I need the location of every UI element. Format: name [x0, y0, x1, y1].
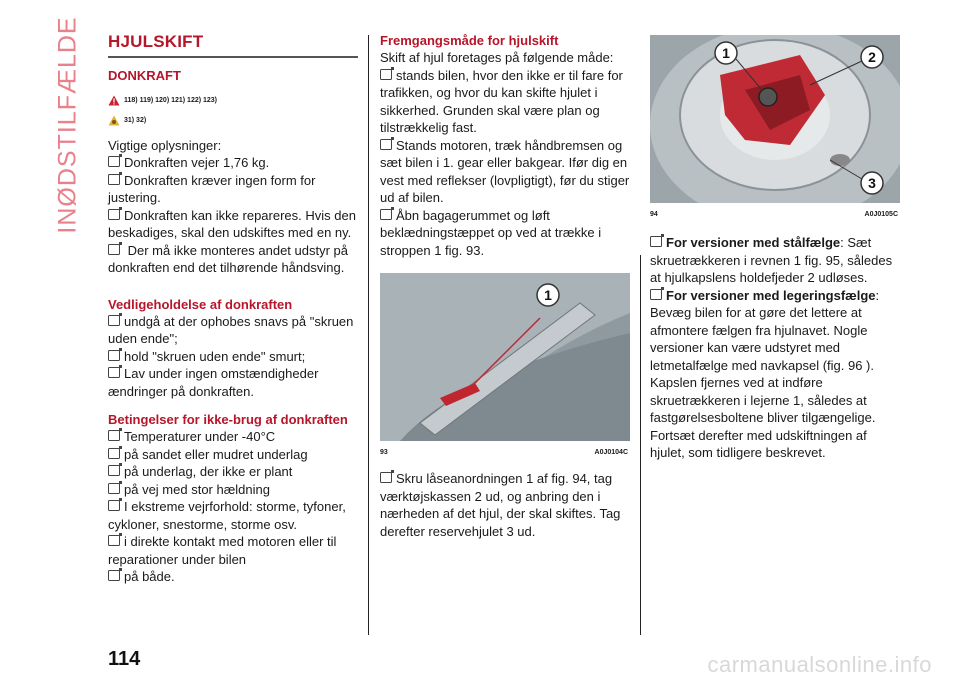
column-1 [108, 30, 358, 586]
list-item: Åbn bagagerummet og løft beklædningstæppet op ved at trække i stroppen 1 fig. 93. [380, 207, 602, 258]
list-item: Skru låseanordningen 1 af fig. 94, tag værktøjskassen 2 ud, og anbring den i nærheden af det hjul, der skal skiftes. Tag derefter reservehjulet 3 ud. [380, 471, 621, 539]
warning-refs [108, 93, 358, 109]
no-use-heading: Betingelser for ikke-brug af donkraften [108, 412, 348, 427]
checkbox-bullet-icon [108, 244, 120, 255]
list-item: Donkraften kan ikke repareres. Hvis den beskadiges, skal den udskiftes med en ny. [108, 207, 356, 240]
list-item: hold "skruen uden ende" smurt; [108, 348, 358, 366]
checkbox-bullet-icon [108, 500, 120, 511]
checkbox-bullet-icon [650, 236, 662, 247]
spacer [108, 277, 358, 297]
page-number: 114 [108, 648, 141, 670]
list-item: stands bilen, hvor den ikke er til fare for trafikken, og hvor du kan skifte hjulet i sikkerhed. Grunden skal være plan og tilstrækkelig fast. [380, 67, 623, 135]
list-item: Donkraften vejer 1,76 kg. [108, 154, 358, 172]
checkbox-bullet-icon [108, 209, 120, 220]
list-item: på sandet eller mudret underlag [108, 446, 358, 464]
caution-refs [108, 113, 358, 129]
figure-93-callout-1: 1 [544, 287, 552, 303]
list-item: I ekstreme vejrforhold: storme, tyfoner, cykloner, snestorme, storme osv. [108, 499, 346, 532]
checkbox-bullet-icon [380, 472, 392, 483]
figure-93-illustration [380, 273, 630, 441]
figure-94-number: 94 [650, 211, 658, 218]
figure-93-number: 93 [380, 449, 388, 456]
checkbox-bullet-icon [108, 483, 120, 494]
list-item: undgå at der ophobes snavs på "skruen uden ende"; [108, 313, 354, 346]
list-item: Temperaturer under -40°C [108, 428, 358, 446]
column-divider-2 [640, 255, 641, 635]
figure-93 [380, 273, 630, 441]
warning-triangle-icon [108, 95, 120, 106]
checkbox-bullet-icon [380, 139, 392, 150]
figure-94-callout-3: 3 [868, 175, 876, 191]
warning-refs-text: 118) 119) 120) 121) 122) 123) [124, 97, 218, 104]
list-item: på både. [108, 568, 358, 586]
spacer [108, 400, 358, 412]
list-item: For versioner med legeringsfælge: Bevæg bilen for at gøre det lettere at afmontere fælgen fra hjulnavet. Nogle versioner kan være udstyret med letmetalfælge med navkapsel (fig. 96 ). Kapslen fjernes ved at indføre skruetrækkeren i lejerne 1, således at fastgørelsesboltene bliver tilgængelige. Fortsæt derefter med udskiftningen af hjulet, som tidligere beskrevet. [650, 287, 880, 460]
intro-text: Vigtige oplysninger: [108, 137, 222, 153]
checkbox-bullet-icon [650, 289, 662, 300]
checkbox-bullet-icon [108, 367, 120, 378]
list-item: Donkraften kræver ingen form for justering. [108, 172, 316, 205]
chapter-side-tab-label: INØDSTILFÆLDE [53, 16, 82, 234]
section-subtitle: DONKRAFT [108, 67, 181, 83]
caution-hand-icon [108, 115, 120, 126]
figure-93-code: A0J0104C [594, 449, 628, 456]
spacer [650, 218, 900, 234]
title-rule [108, 56, 358, 58]
checkbox-bullet-icon [108, 350, 120, 361]
spacer [380, 259, 630, 273]
list-item: Der må ikke monteres andet udstyr på donkraften end det tilhørende håndsving. [108, 242, 348, 275]
chapter-side-tab [48, 16, 88, 234]
list-item: på underlag, der ikke er plant [108, 463, 358, 481]
checkbox-bullet-icon [108, 156, 120, 167]
watermark: carmanualsonline.info [707, 652, 932, 677]
figure-94-callout-1: 1 [722, 45, 730, 61]
caution-refs-text: 31) 32) [124, 117, 147, 124]
figure-94-caption [650, 211, 900, 218]
list-item: Stands motoren, træk håndbremsen og sæt bilen i 1. gear eller bakgear. Ifør dig en vest med reflekser (lovpligtigt), før du stiger ud af bilen. [380, 137, 630, 205]
procedure-intro: Skift af hjul foretages på følgende måde: [380, 50, 614, 65]
checkbox-bullet-icon [380, 209, 392, 220]
checkbox-bullet-icon [108, 570, 120, 581]
checkbox-bullet-icon [108, 174, 120, 185]
column-2 [380, 30, 630, 540]
figure-94-code: A0J0105C [864, 211, 898, 218]
figure-93-caption [380, 449, 630, 456]
list-item: på vej med stor hældning [108, 481, 358, 499]
list-item: Lav under ingen omstændigheder ændringer på donkraften. [108, 366, 319, 399]
checkbox-bullet-icon [108, 430, 120, 441]
checkbox-bullet-icon [380, 69, 392, 80]
procedure-heading: Fremgangsmåde for hjulskift [380, 33, 559, 48]
checkbox-bullet-icon [108, 535, 120, 546]
column-3 [650, 35, 900, 462]
page-title: HJULSKIFT [108, 32, 204, 51]
figure-94 [650, 35, 900, 203]
list-item: For versioner med stålfælge: Sæt skruetrækkeren i revnen 1 fig. 95, således at hjulkapslens holdefjeder 2 udløses. [650, 235, 893, 285]
checkbox-bullet-icon [108, 315, 120, 326]
figure-94-illustration [650, 35, 900, 203]
maintenance-heading: Vedligeholdelse af donkraften [108, 296, 293, 312]
list-item: i direkte kontakt med motoren eller til reparationer under bilen [108, 534, 337, 567]
column-divider-1 [368, 35, 369, 635]
figure-94-callout-2: 2 [868, 49, 876, 65]
checkbox-bullet-icon [108, 448, 120, 459]
spacer [380, 456, 630, 470]
checkbox-bullet-icon [108, 465, 120, 476]
